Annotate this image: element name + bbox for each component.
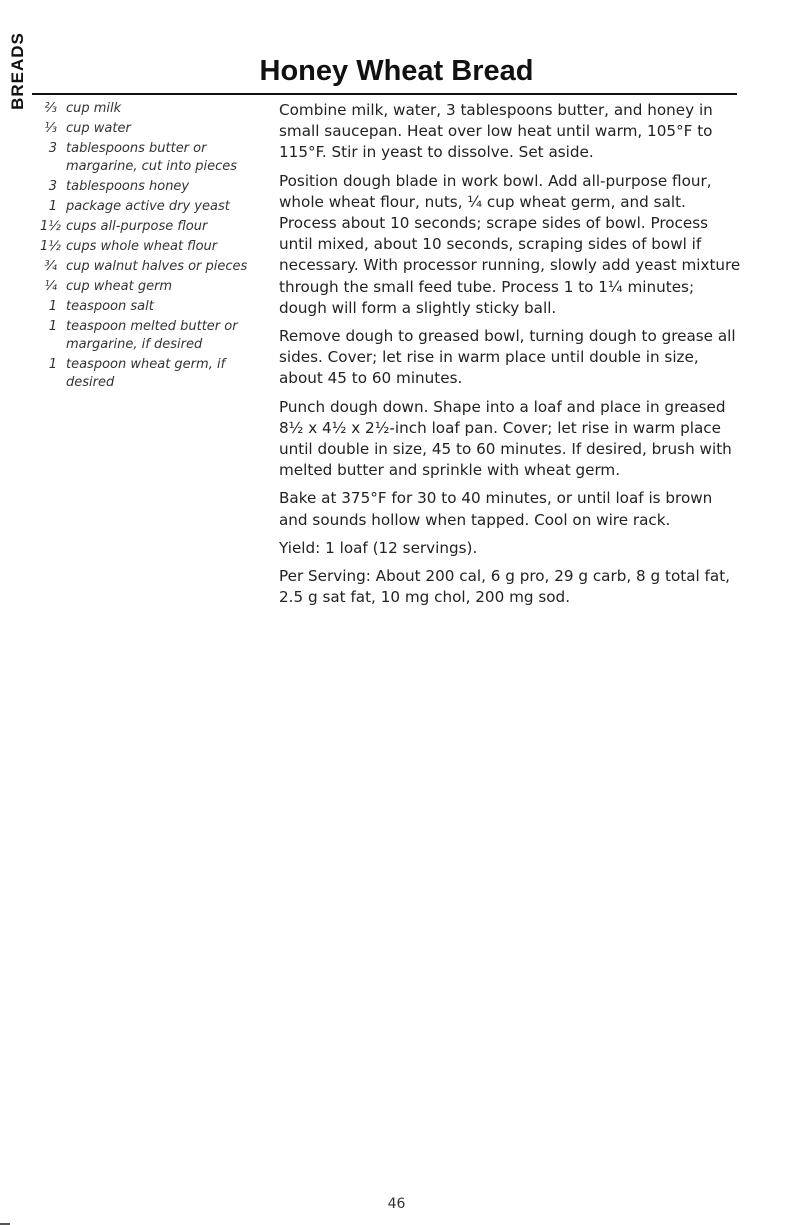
ingredient-qty: 1: [48, 199, 57, 214]
title-divider: [32, 93, 737, 95]
ingredient-desc: tablespoons butter or margarine, cut into pieces: [66, 141, 238, 174]
ingredient-qty: ⅓: [44, 121, 57, 136]
ingredient-item: [40, 100, 275, 118]
ingredient-desc: tablespoons honey: [66, 179, 190, 194]
ingredient-item: [40, 178, 275, 196]
ingredient-qty: 1½: [40, 219, 61, 234]
ingredient-item: [40, 120, 275, 138]
instruction-paragraph: Punch dough down. Shape into a loaf and place in greased 8½ x 4½ x 2½-inch loaf pan. Cover; let rise in warm place until double in size, 45 to 60 minutes. If desired, brush with melted butter and sprinkle with wheat germ.: [279, 397, 732, 480]
ingredient-qty: ⅔: [44, 101, 57, 116]
ingredient-desc: teaspoon melted butter or margarine, if desired: [66, 319, 238, 352]
ingredient-desc: cup wheat germ: [66, 279, 173, 294]
ingredient-item: [40, 278, 275, 296]
instruction-paragraph: Bake at 375°F for 30 to 40 minutes, or until loaf is brown and sounds hollow when tapped. Cool on wire rack.: [279, 489, 713, 529]
page-title: Honey Wheat Bread: [259, 55, 534, 87]
ingredient-desc: package active dry yeast: [66, 199, 230, 214]
ingredient-qty: 1½: [40, 239, 61, 254]
ingredient-qty: 3: [48, 179, 57, 194]
ingredient-item: [40, 140, 275, 176]
ingredient-desc: cup walnut halves or pieces: [66, 259, 248, 274]
section-tab: BREADS: [8, 32, 27, 110]
ingredient-desc: teaspoon wheat germ, if desired: [66, 357, 226, 390]
nutrition-text: Per Serving: About 200 cal, 6 g pro, 29 g carb, 8 g total fat, 2.5 g sat fat, 10 mg chol, 200 mg sod.: [279, 567, 730, 607]
ingredient-item: [40, 258, 275, 276]
instruction-paragraph: Remove dough to greased bowl, turning dough to grease all sides. Cover; let rise in warm place until double in size, about 45 to 60 minutes.: [279, 327, 736, 388]
ingredient-item: [40, 218, 275, 236]
ingredient-desc: cup milk: [66, 101, 122, 116]
ingredient-qty: 3: [48, 141, 57, 156]
ingredient-qty: 1: [48, 357, 57, 372]
yield-text: Yield: 1 loaf (12 servings).: [279, 538, 478, 557]
ingredient-qty: ¼: [44, 279, 57, 294]
ingredient-item: [40, 298, 275, 316]
ingredient-qty: ¾: [44, 259, 57, 274]
ingredient-item: [40, 318, 275, 354]
instructions: [279, 100, 741, 615]
ingredient-desc: cup water: [66, 121, 131, 136]
ingredient-item: [40, 198, 275, 216]
page-number: 46: [387, 1196, 406, 1212]
ingredient-list: [40, 100, 275, 392]
instruction-paragraph: Combine milk, water, 3 tablespoons butter, and honey in small saucepan. Heat over low heat until warm, 105°F to 115°F. Stir in yeast to dissolve. Set aside.: [279, 101, 713, 162]
ingredient-item: [40, 238, 275, 256]
ingredient-desc: cups whole wheat flour: [66, 239, 218, 254]
ingredient-qty: 1: [48, 319, 57, 334]
ingredient-item: [40, 356, 275, 392]
ingredient-desc: teaspoon salt: [66, 299, 154, 314]
instruction-paragraph: Position dough blade in work bowl. Add all-purpose flour, whole wheat flour, nuts, ¼ cup wheat germ, and salt. Process about 10 seconds; scrape sides of bowl. Process until mixed, about 10 seconds, scraping sides of bowl if necessary. With processor running, slowly add yeast mixture through the small feed tube. Process 1 to 1¼ minutes; dough will form a slightly sticky ball.: [279, 171, 741, 317]
ingredient-qty: 1: [48, 299, 57, 314]
ingredient-desc: cups all-purpose flour: [66, 219, 208, 234]
